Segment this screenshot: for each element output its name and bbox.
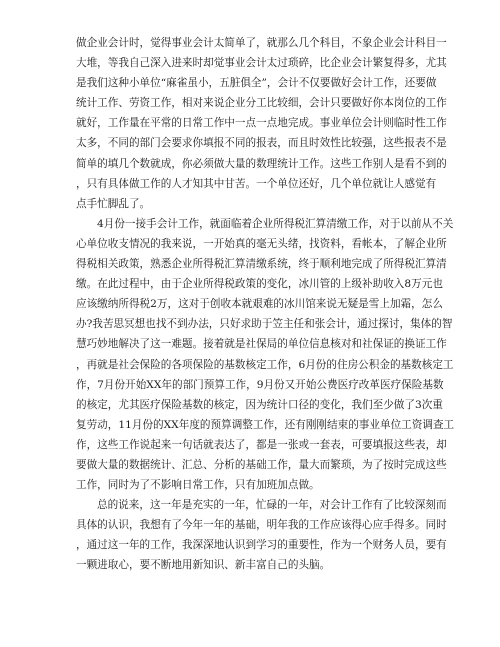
text-line: 大堆，等我自己深入进来时却觉事业会计太过琐碎，比企业会计繁复得多，尤其 — [76, 57, 447, 70]
text-line: 点手忙脚乱了。 — [76, 197, 151, 210]
text-line: 就好，工作量在平常的日常工作中一点一点地完成。事业单位会计则临时性工作 — [76, 117, 447, 130]
text-line: 作，这些工作说起来一句话就表达了，都是一张或一套表，可要填报这些表，却 — [76, 438, 447, 451]
text-line: 太多，不同的部门会要求你填报不同的报表，而且时效性比较强，这些报表不是 — [76, 137, 447, 150]
text-line: ，再就是社会保险的各项保险的基数核定工作，6月份的住房公积金的基数核定工 — [76, 358, 454, 371]
paragraph-3 — [76, 495, 447, 575]
text-line: 心单位收支情况的我来说，一开始真的毫无头绪，找资料，看帐本，了解企业所 — [76, 237, 447, 250]
text-line: 慧巧妙地解决了这一难题。接着就是社保局的单位信息核对和社保证的换证工作 — [76, 338, 447, 351]
text-line: 办?我苦思冥想也找不到办法，只好求助于笠主任和张会计，通过探讨，集体的智 — [76, 318, 453, 331]
text-line: 具体的认识，我想有了今年一年的基础，明年我的工作应该得心应手得多。同时 — [76, 519, 447, 532]
text-line: 4月份一接手会计工作，就面临着企业所得税汇算清缴工作，对于以前从不关 — [97, 217, 454, 230]
text-line: 工作，同时为了不影响日常工作，只有加班加点做。 — [76, 479, 320, 492]
paragraph-2 — [76, 214, 455, 495]
paragraph-1 — [76, 33, 447, 214]
text-line: 做企业会计时，觉得事业会计太简单了，就那么几个科目，不象企业会计科目一 — [76, 37, 447, 49]
text-line: 应该缴纳所得税2万，这对于创收本就艰难的冰川馆来说无疑是雪上加霜，怎么 — [76, 298, 443, 311]
text-line: ，只有具体做工作的人才知其中甘苦。一个单位还好，几个单位就让人感觉有 — [76, 177, 437, 190]
text-line: 复劳动，11月份的XX年度的预算调整工作，还有刚刚结束的事业单位工资调查工 — [76, 418, 455, 431]
text-line: ，通过这一年的工作，我深深地认识到学习的重要性，作为一个财务人员，要有 — [76, 539, 447, 552]
text-line: 总的说来，这一年是充实的一年，忙碌的一年，对会计工作有了比较深刻而 — [97, 499, 447, 512]
text-line: 的核定，尤其医疗保险基数的核定，因为统计口径的变化，我们至少做了3次重 — [76, 398, 443, 411]
text-line: 简单的填几个数就成，你必须做大量的数理统计工作。这些工作别人是看不到的 — [76, 157, 447, 170]
text-line: 得税相关政策，熟悉企业所得税汇算清缴系统，终于顺利地完成了所得税汇算清 — [76, 258, 447, 271]
text-line: 统计工作、劳资工作，相对来说企业分工比较细，会计只要做好你本岗位的工作 — [76, 97, 447, 110]
text-line: 缴。在此过程中，由于企业所得税政策的变化，冰川管的上级补助收入8万元也 — [76, 278, 443, 291]
document-page — [76, 33, 455, 576]
text-line: 是我们这种小单位“麻雀虽小，五脏俱全”，会计不仅要做好会计工作，还要做 — [76, 77, 437, 90]
text-line: 作，7月份开始XX年的部门预算工作，9月份又开始公费医疗改革医疗保险基数 — [76, 378, 444, 391]
text-line: 要做大量的数据统计、汇总、分析的基础工作，量大而繁琐，为了按时完成这些 — [76, 458, 447, 471]
text-line: 一颗进取心，要不断地用新知识、新丰富自己的头脑。 — [76, 559, 331, 572]
